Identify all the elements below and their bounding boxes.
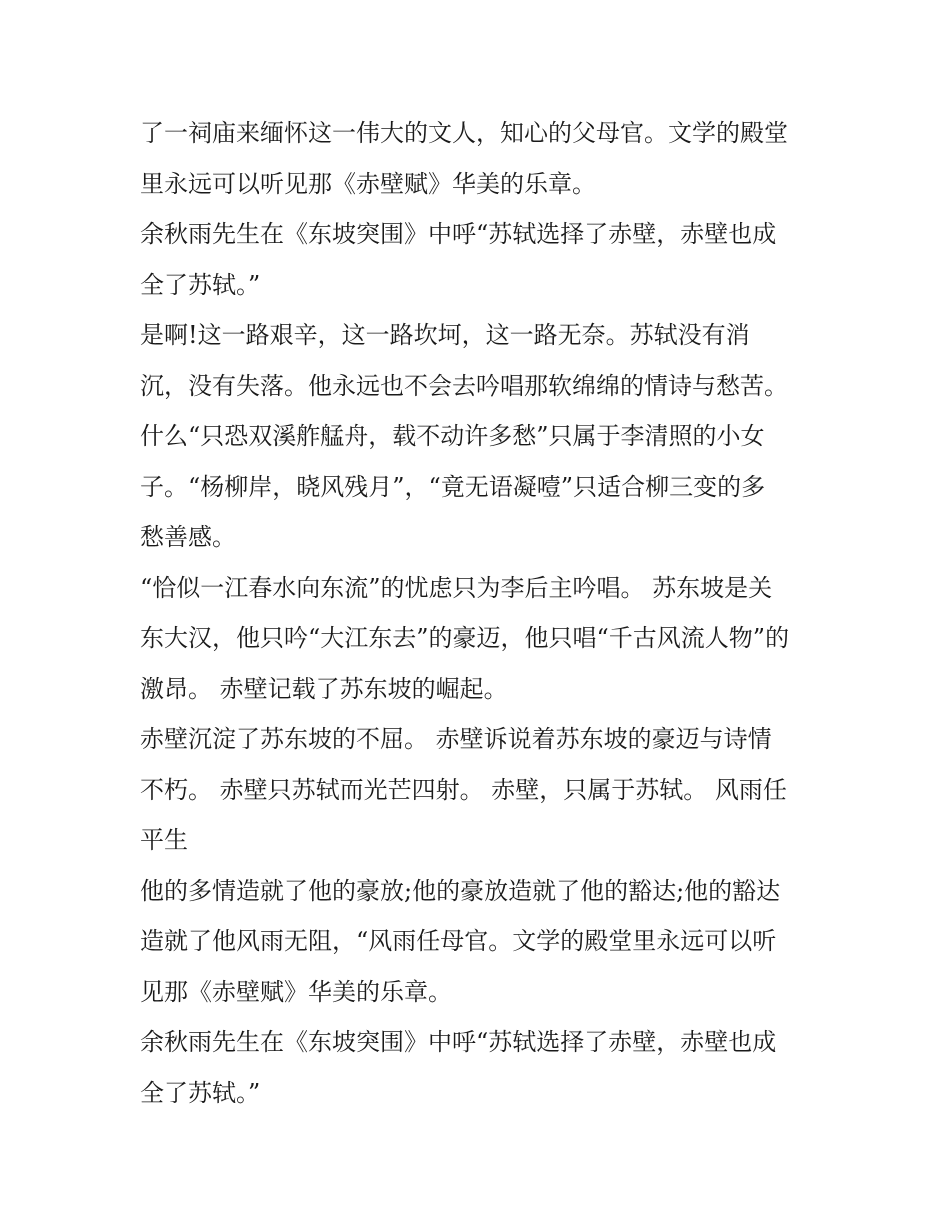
text-line: 了一祠庙来缅怀这一伟大的文人，知心的父母官。文学的殿堂 <box>140 119 788 147</box>
text-line: 造就了他风雨无阻，“风雨任母官。文学的殿堂里永远可以听 <box>140 927 777 955</box>
text-line: 不朽。 赤壁只苏轼而光芒四射。 赤壁，只属于苏轼。 风雨任 <box>140 775 787 804</box>
text-line: “恰似一江春水向东流”的忧虑只为李后主吟唱。 苏东坡是关 <box>140 573 773 602</box>
text-line: 余秋雨先生在《东坡突围》中呼“苏轼选择了赤壁，赤壁也成 <box>140 220 777 248</box>
text-line: 东大汉，他只吟“大江东去”的豪迈，他只唱“千古风流人物”的 <box>140 624 790 652</box>
body-text <box>140 108 820 1118</box>
text-line: 里永远可以听见那《赤壁赋》华美的乐章。 <box>140 169 596 198</box>
text-line: 他的多情造就了他的豪放;他的豪放造就了他的豁达;他的豁达 <box>140 876 781 905</box>
text-line: 激昂。 赤壁记载了苏东坡的崛起。 <box>140 674 508 703</box>
text-line: 余秋雨先生在《东坡突围》中呼“苏轼选择了赤壁，赤壁也成 <box>140 1028 777 1056</box>
text-line: 全了苏轼。” <box>140 1078 261 1107</box>
text-line: 是啊!这一路艰辛，这一路坎坷，这一路无奈。苏轼没有消 <box>140 321 750 349</box>
text-line: 什么“只恐双溪舴艋舟，载不动许多愁”只属于李清照的小女 <box>140 422 765 450</box>
text-line: 平生 <box>140 826 188 854</box>
text-line: 全了苏轼。” <box>140 270 261 299</box>
text-line: 愁善感。 <box>140 523 236 551</box>
text-line: 沉，没有失落。他永远也不会去吟唱那软绵绵的情诗与愁苦。 <box>140 371 788 400</box>
text-line: 赤壁沉淀了苏东坡的不屈。 赤壁诉说着苏东坡的豪迈与诗情 <box>140 725 772 753</box>
text-line: 见那《赤壁赋》华美的乐章。 <box>140 977 452 1006</box>
text-line: 子。“杨柳岸，晓风残月”，“竟无语凝噎”只适合柳三变的多 <box>140 472 766 501</box>
